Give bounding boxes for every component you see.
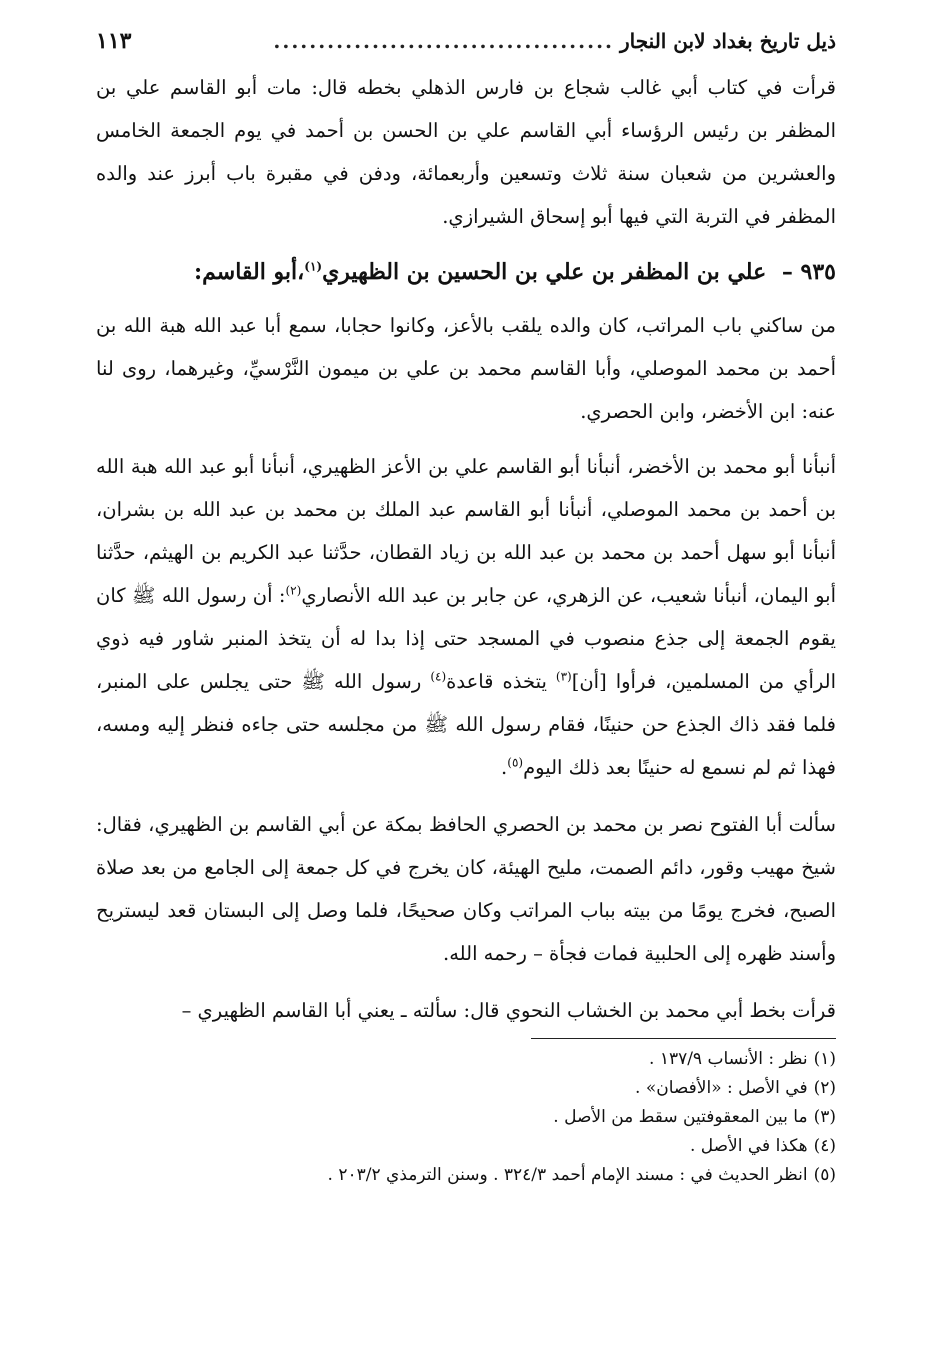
footnote-number: (٤)	[813, 1136, 836, 1156]
entry-kunya: ،أبو القاسم:	[194, 259, 305, 285]
footnote-number: (٢)	[813, 1078, 836, 1098]
footnote-ref-1: (١)	[304, 259, 323, 274]
khashab-paragraph: قرأت بخط أبي محمد بن الخشاب النحوي قال: سألته ـ يعني أبا القاسم الظهيري –	[181, 999, 836, 1022]
question-paragraph: سألت أبا الفتوح نصر بن محمد بن الحصري الحافظ بمكة عن أبي القاسم بن الظهيري، فقال: شيخ مهيب وقور، دائم الصمت، مليح الهيئة، كان يخرج في كل جمعة إلى الجامع من بعد صلاة الصبح، فخرج يومًا من بيته بباب المراتب وكان صحيحًا، فلما وصل إلى البستان قعد ليستريح وأسند ظهره إلى الحلبية فمات فجأة – رحمه الله.	[96, 813, 836, 965]
footnote	[96, 1074, 836, 1103]
footnote-ref-4: (٤)	[430, 669, 447, 684]
isnad-part-1: أنبأنا أبو محمد بن الأخضر، أنبأنا أبو القاسم علي بن الأعز الظهيري، أنبأنا أبو عبد الله هبة الله بن أحمد بن محمد الموصلي، أنبأنا أبو القاسم عبد الملك بن محمد بن عبد الله بن بشران، أنبأنا أبو سهل أحمد بن محمد بن عبد الله بن زياد القطان، حدَّثنا عبد الكريم بن الهيثم، حدَّثنا أبو اليمان، أنبأنا شعيب، عن الزهري، عن جابر بن عبد الله الأنصاري	[96, 455, 837, 607]
footnote-text: هكذا في الأصل .	[689, 1136, 808, 1156]
biography-paragraph: من ساكني باب المراتب، كان والده يلقب بالأعز، وكانوا حجابا، سمع أبا عبد الله هبة الله بن أحمد بن محمد الموصلي، وأبا القاسم محمد بن علي بن ميمون النَّرْسيِّ، وغيرهما، روى لنا عنه: ابن الأخضر، وابن الحصري.	[96, 314, 836, 423]
running-title: ذيل تاريخ بغداد لابن النجار	[620, 29, 836, 53]
footnote	[96, 1132, 836, 1161]
footnote	[96, 1103, 836, 1132]
footnote-number: (١)	[813, 1049, 836, 1069]
footnote-text: ما بين المعقوفتين سقط من الأصل .	[553, 1107, 808, 1127]
isnad-paragraph	[96, 445, 836, 789]
footnote	[96, 1045, 836, 1074]
intro-paragraph: قرأت في كتاب أبي غالب شجاع بن فارس الذهلي بخطه قال: مات أبو القاسم علي بن المظفر بن رئيس الرؤساء أبي القاسم علي بن الحسن بن أحمد في يوم الجمعة الخامس والعشرين من شعبان سنة ثلاث وتسعين وأربعمائة، ودفن في مقبرة باب أبرز عند والده المظفر في التربة التي فيها أبو إسحاق الشيرازي.	[96, 76, 836, 228]
footnote-number: (٥)	[813, 1165, 836, 1185]
leader-dots: ......................................	[273, 29, 614, 53]
footnote-ref-3: (٣)	[555, 669, 572, 684]
book-page	[96, 28, 836, 1328]
footnotes	[96, 1045, 836, 1190]
footnote-text: انظر الحديث في : مسند الإمام أحمد ٣٢٤/٣ . وسنن الترمذي ٢٠٣/٢ .	[327, 1165, 808, 1185]
footnote-separator	[531, 1038, 836, 1039]
entry-number: ٩٣٥ –	[781, 259, 836, 285]
footnote	[96, 1161, 836, 1190]
footnote-ref-2: (٢)	[285, 583, 302, 598]
isnad-part-4: رسول الله ﷺ حتى يجلس على المنبر، فلما فقد ذاك الجذع حن حنينًا، فقام رسول الله ﷺ من مجلسه حتى جاءه فنظر إليه ومسه، فهذا ثم لم نسمع له حنينًا بعد ذلك اليوم	[96, 670, 836, 779]
footnote-ref-5: (٥)	[507, 755, 524, 770]
isnad-part-3: يتخذه قاعدة	[446, 670, 556, 693]
entry-heading	[96, 250, 836, 294]
entry-name: علي بن المظفر بن علي بن الحسين بن الظهيري	[322, 259, 767, 285]
page-number: ١١٣	[96, 28, 132, 54]
footnote-text: في الأصل : «الأفصان» .	[635, 1078, 808, 1098]
footnote-text: نظر : الأنساب ١٣٧/٩ .	[649, 1049, 808, 1069]
running-header	[96, 28, 836, 62]
footnote-number: (٣)	[813, 1107, 836, 1127]
isnad-part-5: .	[501, 756, 508, 779]
isnad-part-2: : أن رسول الله ﷺ كان يقوم الجمعة إلى جذع منصوب في المسجد حتى إذا بدا له أن يتخذ المنبر شاور فيه ذوي الرأي من المسلمين، فرأوا [أن]	[96, 584, 836, 693]
